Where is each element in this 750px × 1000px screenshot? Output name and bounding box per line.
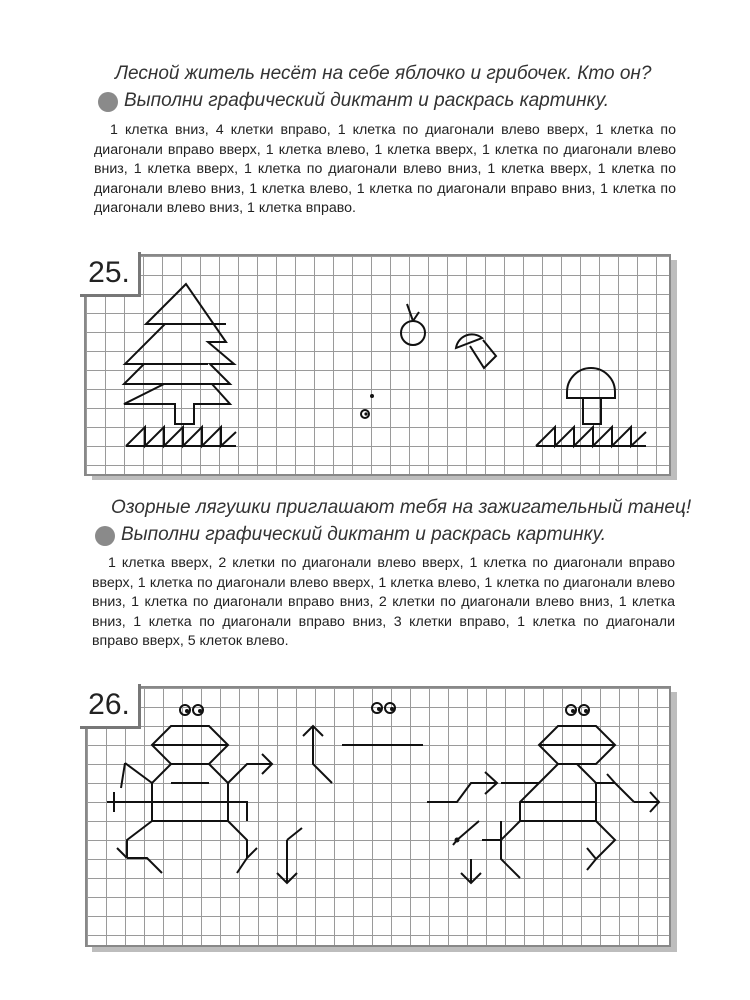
frog-left: [107, 726, 272, 873]
task25-bullet-icon: [98, 92, 118, 112]
task26-grid: [85, 686, 671, 947]
fragment-1: [303, 726, 332, 783]
start-dot: [370, 394, 374, 398]
fragment-4: [427, 772, 497, 802]
fragment-5: [453, 821, 481, 883]
grass-right: [536, 427, 646, 446]
task25-number: 25.: [80, 252, 141, 297]
task26-dictation: 1 клетка вверх, 2 клетки по диагонали влево вверх, 1 клетка по диагонали вправо вверх, 1 клетка по диагонали влево вверх, 1 клетка влево, 1 клетка по диагонали влево вниз, 1 клетка по диагонали вправо вниз, 2 клетки по диагонали влево вниз, 1 клетка вниз, 1 клетка по диагонали вправо вниз, 3 клетки вправо, 1 клетка по диагонали вправо вверх, 5 клеток влево.: [92, 555, 675, 649]
task25-dictation: 1 клетка вниз, 4 клетки вправо, 1 клетка по диагонали влево вверх, 1 клетка по диагонали вправо вверх, 1 клетка влево, 1 клетка вверх, 1 клетка по диагонали влево вниз, 1 клетка вверх, 1 клетка по диагонали влево вниз, 1 клетка вверх, 1 клетка по диагонали влево вниз, 1 клетка влево, 1 клетка по диагонали вправо вниз, 1 клетка по диагонали влево вниз, 1 клетка вправо.: [94, 122, 676, 216]
task26-bullet-icon: [95, 526, 115, 546]
task25-drawing: [86, 256, 669, 474]
tree-outline: [124, 284, 234, 424]
task26-instruction: Выполни графический диктант и раскрась картинку.: [121, 524, 607, 545]
task26-riddle: Озорные лягушки приглашают тебя на зажигательный танец!: [111, 497, 692, 518]
apple: [401, 321, 425, 345]
task26-drawing: [87, 688, 669, 945]
task25-grid: [84, 254, 671, 476]
fragment-2: [277, 828, 302, 883]
grass-left: [126, 427, 236, 446]
task25-instruction: Выполни графический диктант и раскрась картинку.: [124, 90, 610, 111]
task25-riddle: Лесной житель несёт на себе яблочко и грибочек. Кто он?: [115, 63, 652, 84]
frog-right: [482, 726, 659, 878]
mushroom-small: [456, 334, 482, 348]
start-dot-26: [455, 838, 460, 843]
task26-number: 26.: [80, 684, 141, 729]
mushroom-large: [567, 368, 615, 398]
